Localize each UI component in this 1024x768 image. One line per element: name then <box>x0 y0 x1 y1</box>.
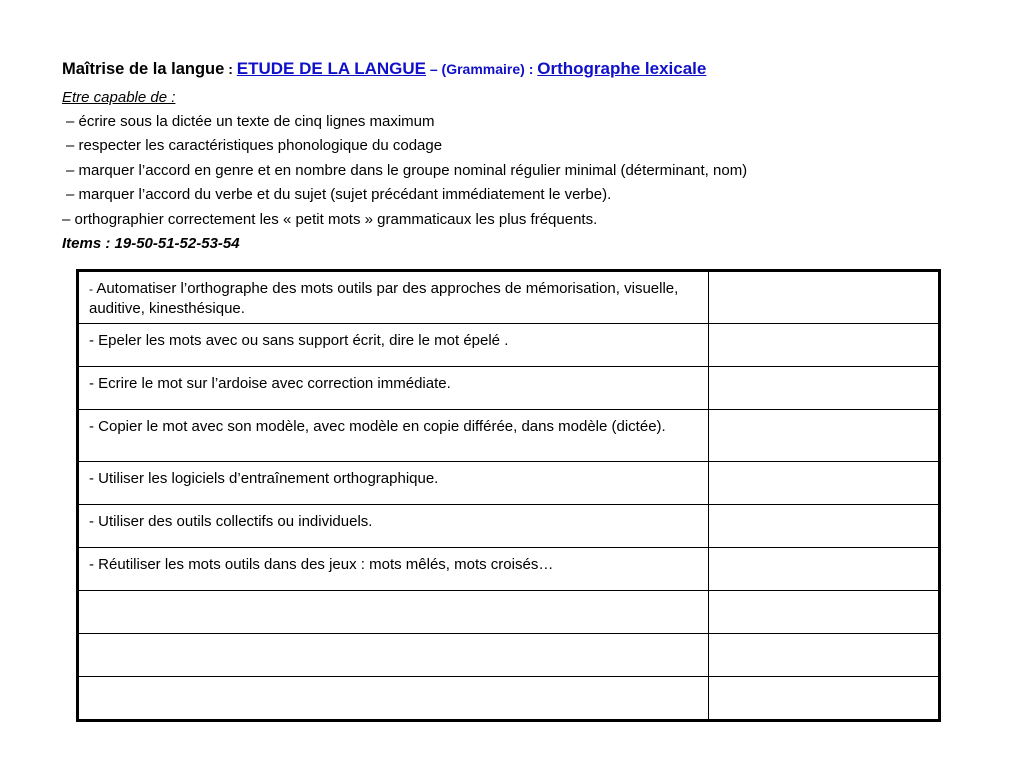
note-cell[interactable] <box>708 367 939 410</box>
table-row <box>78 634 940 677</box>
competence-item: – respecter les caractéristiques phonologique du codage <box>66 137 443 154</box>
subdomain-label: – (Grammaire) : <box>425 61 538 77</box>
activity-text: Automatiser l’orthographe des mots outils par des approches de mémorisation, visuelle, auditive, kinesthésique. <box>89 280 679 317</box>
activity-cell[interactable] <box>78 591 709 634</box>
note-cell[interactable] <box>708 462 939 505</box>
activity-cell: - Réutiliser les mots outils dans des jeux : mots mêlés, mots croisés… <box>78 548 709 591</box>
competence-item: – orthographier correctement les « petit mots » grammaticaux les plus fréquents. <box>62 211 598 228</box>
note-cell[interactable] <box>708 271 939 324</box>
activity-cell <box>78 271 709 324</box>
activity-cell[interactable] <box>78 634 709 677</box>
table-row <box>78 548 940 591</box>
title-colon: : <box>224 61 237 77</box>
activity-cell: - Copier le mot avec son modèle, avec modèle en copie différée, dans modèle (dictée). <box>78 410 709 462</box>
table-row <box>78 462 940 505</box>
table-row <box>78 324 940 367</box>
domain-link[interactable]: ETUDE DE LA LANGUE <box>236 59 426 78</box>
note-cell[interactable] <box>708 634 939 677</box>
note-cell[interactable] <box>708 505 939 548</box>
note-cell[interactable] <box>708 324 939 367</box>
competence-item: – écrire sous la dictée un texte de cinq lignes maximum <box>66 113 435 130</box>
table-row <box>78 591 940 634</box>
activity-dash: - <box>89 282 93 296</box>
note-cell[interactable] <box>708 548 939 591</box>
activities-table <box>76 269 941 722</box>
competences-heading: Etre capable de : <box>62 89 176 106</box>
table-row <box>78 505 940 548</box>
note-cell[interactable] <box>708 677 939 721</box>
activity-cell[interactable] <box>78 677 709 721</box>
activity-cell: - Epeler les mots avec ou sans support écrit, dire le mot épelé . <box>78 324 709 367</box>
activity-cell: - Ecrire le mot sur l’ardoise avec correction immédiate. <box>78 367 709 410</box>
table-row <box>78 367 940 410</box>
activity-cell: - Utiliser les logiciels d’entraînement orthographique. <box>78 462 709 505</box>
note-cell[interactable] <box>708 591 939 634</box>
competence-item: – marquer l’accord en genre et en nombre dans le groupe nominal régulier minimal (déterminant, nom) <box>66 162 748 179</box>
table-row <box>78 410 940 462</box>
competence-item: – marquer l’accord du verbe et du sujet (sujet précédant immédiatement le verbe). <box>66 186 612 203</box>
table-row <box>78 271 940 324</box>
activity-cell: - Utiliser des outils collectifs ou individuels. <box>78 505 709 548</box>
note-cell[interactable] <box>708 410 939 462</box>
subject-label: Maîtrise de la langue <box>62 60 225 78</box>
table-row <box>78 677 940 721</box>
topic-link[interactable]: Orthographe lexicale <box>537 59 707 78</box>
items-reference: Items : 19-50-51-52-53-54 <box>62 235 240 252</box>
page-title <box>62 59 706 79</box>
